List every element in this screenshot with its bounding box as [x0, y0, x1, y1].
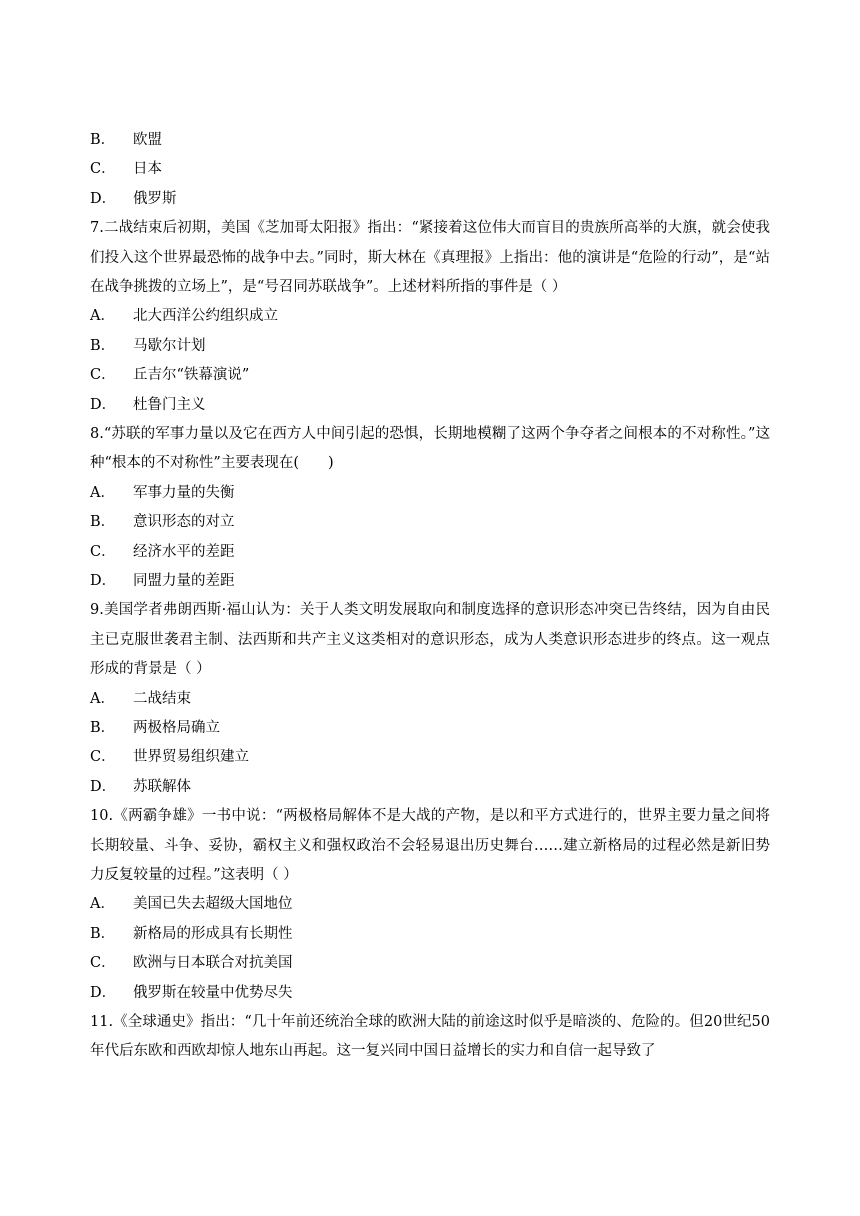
- option-a: A． 北大西洋公约组织成立: [90, 308, 278, 325]
- question-8: [90, 420, 770, 596]
- question-7: [90, 214, 770, 420]
- option-b: B． 新格局的形成具有长期性: [90, 925, 293, 942]
- option-d: D． 俄罗斯: [90, 190, 177, 207]
- option-d: D． 杜鲁门主义: [90, 396, 206, 413]
- option-b: B． 马歇尔计划: [90, 337, 206, 354]
- option-a: A． 军事力量的失衡: [90, 484, 235, 501]
- option-b: B． 欧盟: [90, 132, 162, 148]
- question-stem: 9.美国学者弗朗西斯·福山认为：关于人类文明发展取向和制度选择的意识形态冲突已告终结，因为自由民主已克服世袭君主制、法西斯和共产主义这类相对的意识形态，成为人类意识形态进步的终点。这一观点形成的背景是（ ）: [90, 602, 770, 678]
- option-a: A． 二战结束: [90, 690, 191, 707]
- option-c: C． 日本: [90, 161, 162, 178]
- option-c: C． 丘吉尔“铁幕演说”: [90, 367, 250, 384]
- option-b: B． 两极格局确立: [90, 719, 220, 736]
- question-stem: 7.二战结束后初期，美国《芝加哥太阳报》指出：“紧接着这位伟大而盲目的贵族所高举的大旗，就会使我们投入这个世界最恐怖的战争中去。”同时，斯大林在《真理报》上指出：他的演讲是“危险的行动”，是“站在战争挑拨的立场上”，是“号召同苏联战争”。上述材料所指的事件是（ ）: [90, 220, 770, 295]
- option-d: D． 同盟力量的差距: [90, 572, 235, 589]
- option-a: A． 美国已失去超级大国地位: [90, 896, 293, 913]
- question-stem: 10.《两霸争雄》一书中说：“两极格局解体不是大战的产物，是以和平方式进行的，世界主要力量之间将长期较量、斗争、妥协，霸权主义和强权政治不会轻易退出历史舞台……建立新格局的过程必然是新旧势力反复较量的过程。”这表明（ ）: [90, 808, 770, 883]
- question-11: [90, 1008, 770, 1067]
- option-d: D． 俄罗斯在较量中优势尽失: [90, 984, 293, 1001]
- continued-options: [90, 126, 770, 214]
- option-c: C． 欧洲与日本联合对抗美国: [90, 955, 293, 972]
- question-stem: 11.《全球通史》指出：“几十年前还统治全球的欧洲大陆的前途这时似乎是暗淡的、危险的。但20世纪50年代后东欧和西欧却惊人地东山再起。这一复兴同中国日益增长的实力和自信一起导致了: [90, 1013, 770, 1060]
- option-d: D． 苏联解体: [90, 778, 191, 795]
- question-10: [90, 802, 770, 1008]
- option-c: C． 世界贸易组织建立: [90, 749, 249, 766]
- option-b: B． 意识形态的对立: [90, 514, 235, 531]
- page-content: [90, 126, 770, 1067]
- question-9: [90, 596, 770, 802]
- question-stem: 8.“苏联的军事力量以及它在西方人中间引起的恐惧，长期地模糊了这两个争夺者之间根本的不对称性。”这种“根本的不对称性”主要表现在( ): [90, 425, 770, 472]
- option-c: C． 经济水平的差距: [90, 543, 235, 560]
